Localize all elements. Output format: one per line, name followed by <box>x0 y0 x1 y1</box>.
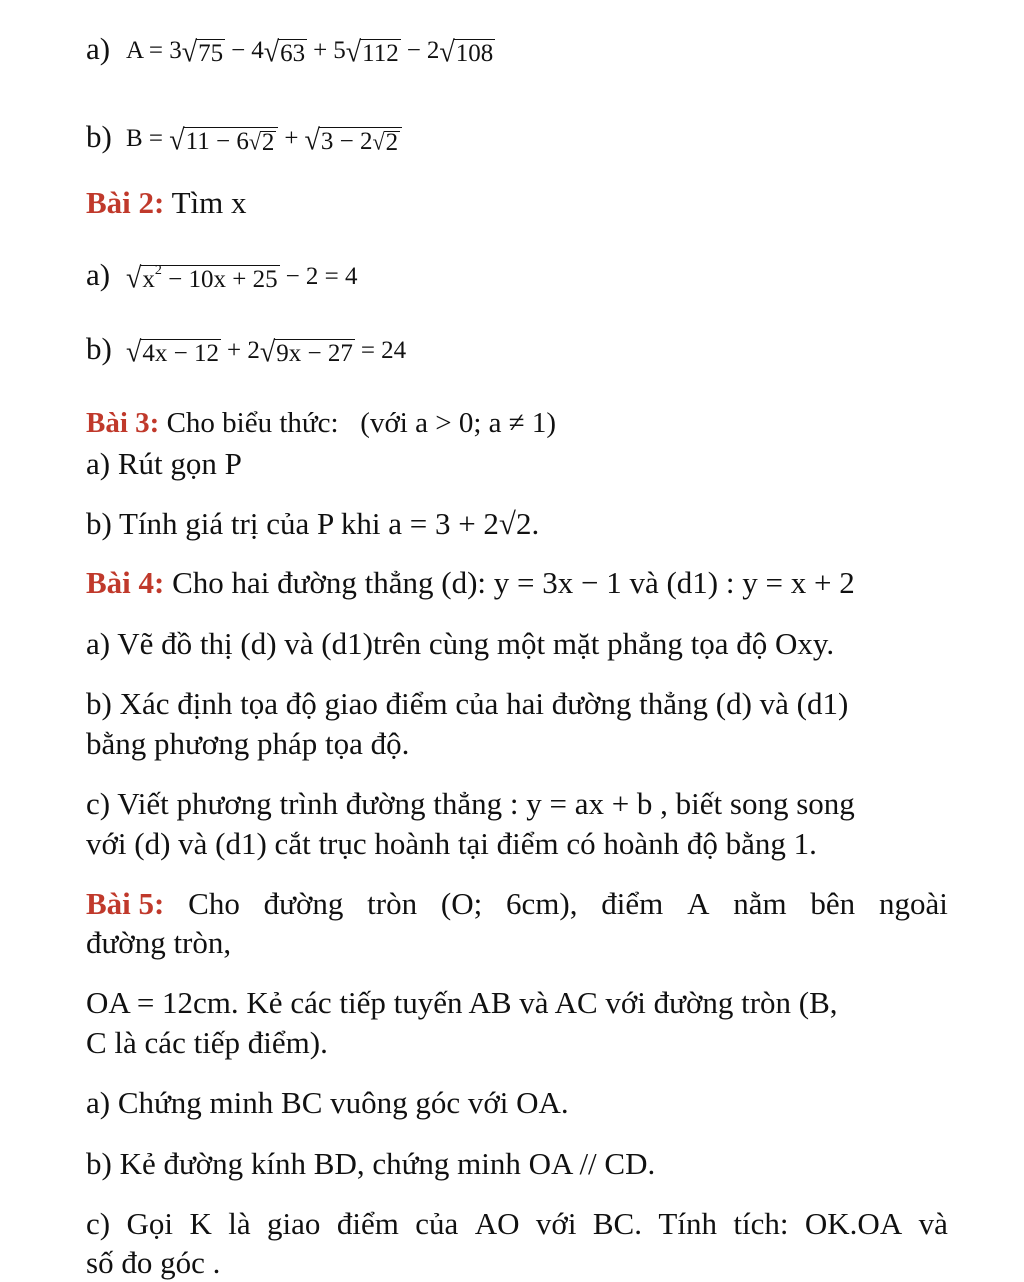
inner-radicand: 2 <box>261 129 275 156</box>
word: tích: <box>733 1206 789 1241</box>
radical: √ 75 <box>181 36 224 69</box>
bai3-heading <box>86 404 556 442</box>
expr-rest: − 2 = 4 <box>285 263 358 290</box>
radical: √ 11 − 6 √ 2 <box>169 126 278 156</box>
word: BC. <box>592 1206 642 1241</box>
bai3-b: b) Tính giá trị của P khi a = 3 + 2√2. <box>86 506 540 541</box>
word: Gọi <box>126 1206 174 1241</box>
bai2-a-label: a) <box>86 257 111 292</box>
word: nằm <box>733 886 787 921</box>
bai5-c-line2: số đo góc . <box>86 1245 221 1280</box>
bai5-line4: C là các tiếp điểm). <box>86 1025 328 1060</box>
bai2-b-line <box>86 330 412 368</box>
word: giao <box>267 1206 321 1241</box>
operator: + 2 <box>226 337 260 364</box>
radicand: 112 <box>362 40 399 67</box>
exercise-title: Bài 2: <box>86 185 165 220</box>
bai2-b-expression <box>126 334 412 368</box>
exercise-text: Cho hai đường thẳng (d): y = 3x − 1 và (d1) : y = x + 2 <box>164 565 855 600</box>
bai2-a-line <box>86 256 364 294</box>
radical: √ 108 <box>439 36 494 69</box>
bai5-b: b) Kẻ đường kính BD, chứng minh OA // CD. <box>86 1146 656 1181</box>
bai3-a: a) Rút gọn P <box>86 446 242 481</box>
radical: √ 3 − 2 √ 2 <box>305 126 403 156</box>
word: AO <box>474 1206 520 1241</box>
bai5-line2: đường tròn, <box>86 925 232 960</box>
radicand: 9x − 27 <box>276 340 353 367</box>
exercise-title: Bài 4: <box>86 565 165 600</box>
radicand-x: x <box>142 266 155 293</box>
operator: − <box>231 37 246 64</box>
word: Cho <box>188 886 240 921</box>
radicand-part: 3 − 2 <box>320 128 373 155</box>
radical: √ 4x − 12 <box>126 336 219 369</box>
word: (O; <box>440 886 483 921</box>
exponent: 2 <box>154 262 162 278</box>
bai5-a: a) Chứng minh BC vuông góc với OA. <box>86 1085 569 1120</box>
bai4-heading <box>86 564 855 602</box>
radicand <box>184 127 279 156</box>
exercise-text: Cho biểu thức: (với a > 0; a ≠ 1) <box>159 407 557 439</box>
radical: √ 9x − 27 <box>259 336 353 369</box>
bai1-b-expression <box>126 122 402 156</box>
bai1-b-label: b) <box>86 119 112 154</box>
radicand: 75 <box>198 40 224 67</box>
expr-lhs: B = <box>126 125 164 152</box>
bai4-a: a) Vẽ đồ thị (d) và (d1)trên cùng một mặt phẳng tọa độ Oxy. <box>86 626 835 661</box>
radicand: 108 <box>455 40 494 67</box>
radical: √ 63 <box>263 36 306 69</box>
word: 6cm), <box>506 886 578 921</box>
bai5-c-line1 <box>86 1205 948 1243</box>
exercise-title: Bài 3: <box>86 407 160 439</box>
radicand-part: 11 − 6 <box>185 128 249 155</box>
word: K <box>189 1206 212 1241</box>
word: đường <box>263 886 344 921</box>
operator: + <box>284 125 299 152</box>
bai4-c-line1: c) Viết phương trình đường thẳng : y = ax + b , biết song song <box>86 786 855 821</box>
word: điểm <box>601 886 664 921</box>
expr-rest: = 24 <box>360 337 407 364</box>
coef: 4 <box>251 37 264 64</box>
bai4-b-line1: b) Xác định tọa độ giao điểm của hai đường thẳng (d) và (d1) <box>86 686 849 721</box>
word: tròn <box>367 886 418 921</box>
word: c) <box>86 1206 111 1241</box>
operator: + <box>313 37 328 64</box>
operator: − <box>406 37 421 64</box>
bai1-a-line <box>86 30 495 68</box>
bai2-heading <box>86 184 246 222</box>
word: Tính <box>658 1206 717 1241</box>
inner-radical: √ 2 <box>372 128 399 156</box>
word: OK.OA <box>804 1206 903 1241</box>
exercise-title: Bài 5: <box>86 886 165 921</box>
word: điểm <box>336 1206 399 1241</box>
bai5-line3: OA = 12cm. Kẻ các tiếp tuyến AB và AC với đường tròn (B, <box>86 985 838 1020</box>
bai2-a-expression <box>126 260 364 294</box>
bai1-a-label: a) <box>86 31 111 66</box>
inner-radical: √ 2 <box>248 128 275 156</box>
radical: √ 112 <box>345 36 399 69</box>
radicand: 63 <box>280 40 306 67</box>
coef: 5 <box>333 37 346 64</box>
bai1-b-line <box>86 118 402 156</box>
radicand <box>140 262 279 294</box>
bai5-heading <box>86 885 948 923</box>
radical: √ $x^2 - 10x + 25$ <box>126 262 278 295</box>
word: của <box>415 1206 459 1241</box>
cropped-previous-line <box>150 0 710 6</box>
bai2-b-label: b) <box>86 331 112 366</box>
word: A <box>687 886 710 921</box>
exercise-text: Tìm x <box>164 185 247 220</box>
coef: 3 <box>169 37 182 64</box>
radicand <box>319 127 402 156</box>
bai1-a-expression <box>126 34 495 68</box>
word: với <box>535 1206 577 1241</box>
bai4-c-line2: với (d) và (d1) cắt trục hoành tại điểm có hoành độ bằng 1. <box>86 826 817 861</box>
radicand: 4x − 12 <box>142 340 219 367</box>
word: bên <box>810 886 856 921</box>
word: ngoài <box>878 886 948 921</box>
inner-radicand: 2 <box>385 129 399 156</box>
radicand-rest: − 10x + 25 <box>161 266 278 293</box>
expr-lhs: A = <box>126 37 164 64</box>
coef: 2 <box>426 37 440 64</box>
word: là <box>228 1206 251 1241</box>
bai4-b-line2: bằng phương pháp tọa độ. <box>86 726 410 761</box>
word: và <box>918 1206 948 1241</box>
